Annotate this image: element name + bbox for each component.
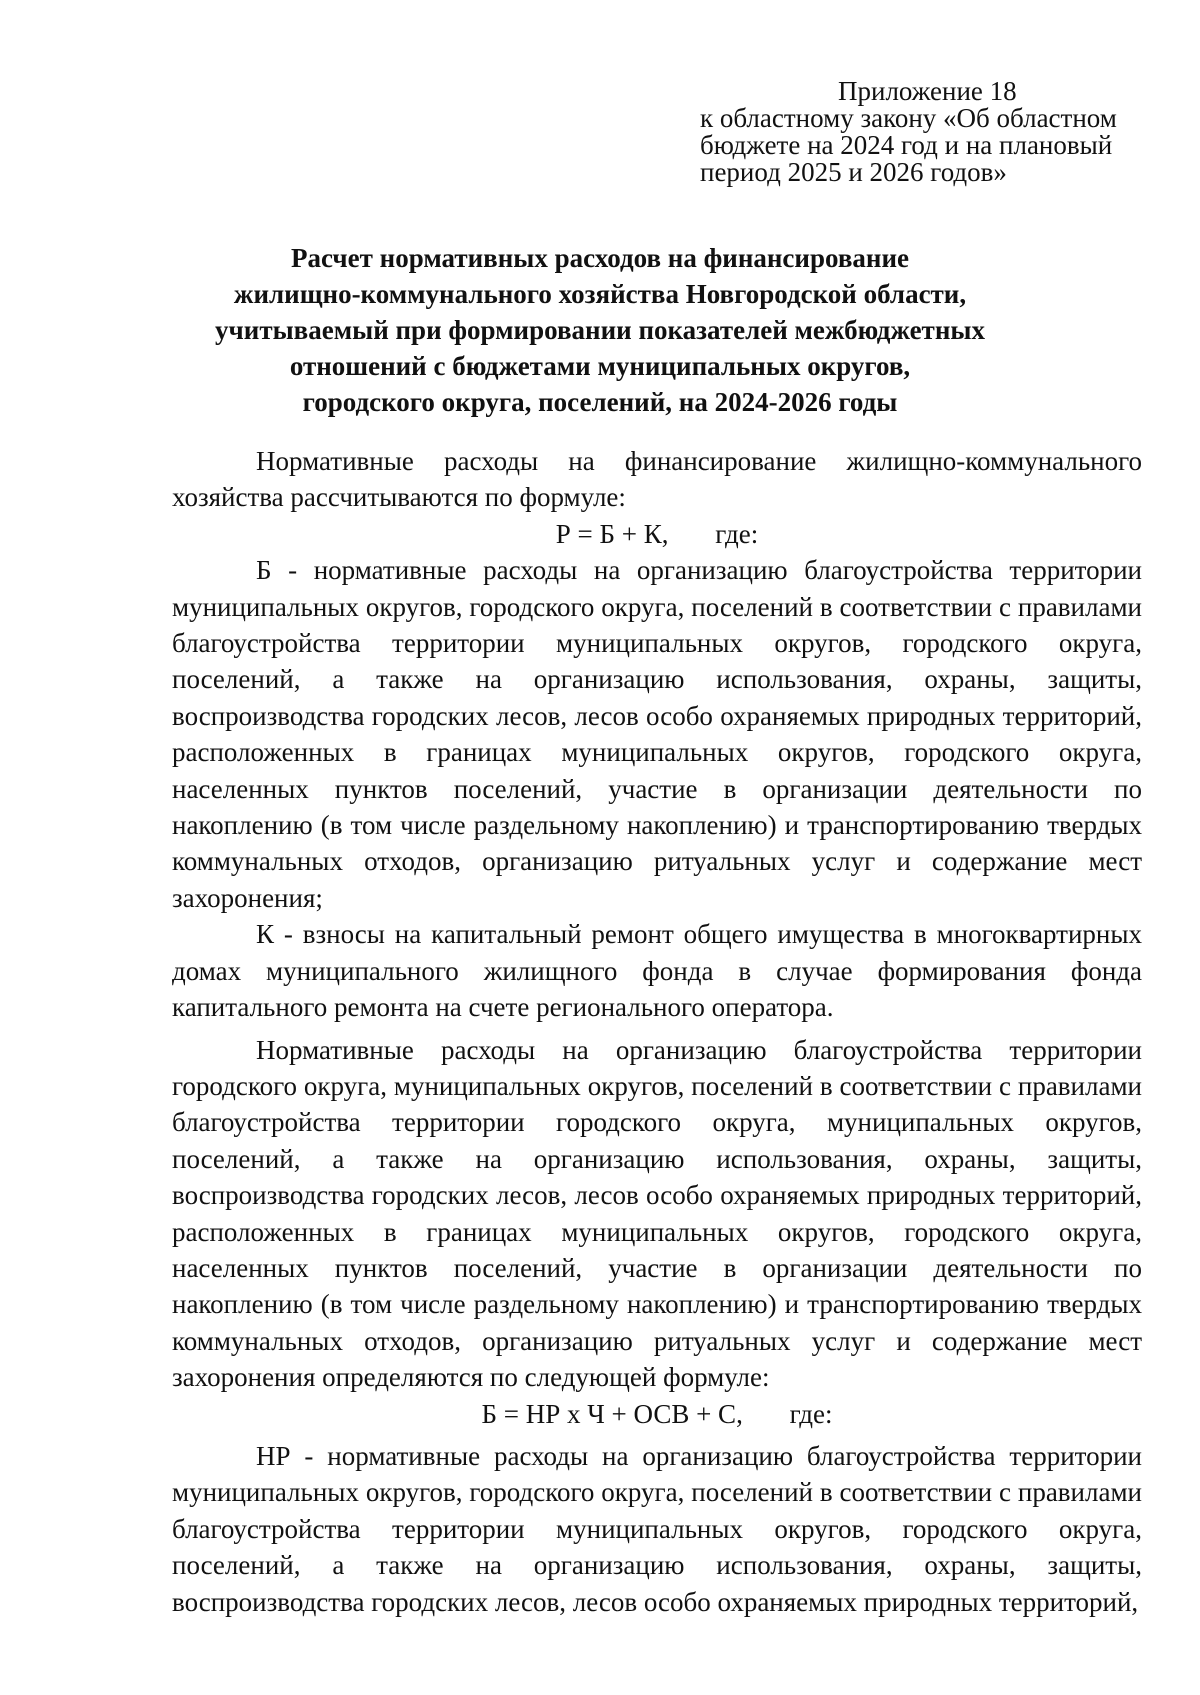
appendix-line: бюджете на 2024 год и на плановый xyxy=(700,130,1113,160)
paragraph-landscaping: Нормативные расходы на организацию благоустройства территории городского округа, муниципальных округов, поселений в соответствии с правилами благоустройства территории городского округа, муниципальных округов, поселений, а также на организацию использования, охраны, защиты, воспроизводства городских лесов, лесов особо охраняемых природных территорий, расположенных в границах муниципальных округов, городского округа, населенных пунктов поселений, участие в организации деятельности по накоплению (в том числе раздельному накоплению) и транспортированию твердых коммунальных отходов, организацию ритуальных услуг и содержание мест захоронения определяются по следующей формуле: xyxy=(172,1034,1142,1393)
formula-p-expression: Р = Б + К, xyxy=(555,518,669,549)
title-line: городского округа, поселений, на 2024-2026 годы xyxy=(302,387,898,417)
definition-k: К - взносы на капитальный ремонт общего имущества в многоквартирных домах муниципального жилищного фонда в случае формирования фонда капитального ремонта на счете регионального оператора. xyxy=(172,919,1142,1023)
title-line: Расчет нормативных расходов на финансирование xyxy=(291,243,909,273)
definition-b: Б - нормативные расходы на организацию благоустройства территории муниципальных округов, городского округа, поселений в соответствии с правилами благоустройства территории муниципальных округов, городского округа, поселений, а также на организацию использования, охраны, защиты, воспроизводства городских лесов, лесов особо охраняемых природных территорий, расположенных в границах муниципальных округов, городского округа, населенных пунктов поселений, участие в организации деятельности по накоплению (в том числе раздельному накоплению) и транспортированию твердых коммунальных отходов, организацию ритуальных услуг и содержание мест захоронения; xyxy=(172,555,1142,913)
title-line: учитываемый при формировании показателей межбюджетных xyxy=(215,315,985,345)
formula-b-where: где: xyxy=(789,1398,833,1429)
document-body xyxy=(172,443,1142,1620)
formula-b-expression: Б = НР х Ч + ОСВ + С, xyxy=(481,1398,743,1429)
title-line: жилищно-коммунального хозяйства Новгородской области, xyxy=(233,279,967,309)
formula-b xyxy=(172,1396,1142,1432)
appendix-header xyxy=(700,78,1170,186)
document-title xyxy=(150,240,1050,420)
formula-p-where: где: xyxy=(715,518,759,549)
title-line: отношений с бюджетами муниципальных округов, xyxy=(289,351,911,381)
formula-p xyxy=(172,516,1142,552)
appendix-number: Приложение 18 xyxy=(838,76,1017,106)
appendix-line: период 2025 и 2026 годов» xyxy=(700,157,1007,187)
intro-paragraph: Нормативные расходы на финансирование жилищно-коммунального хозяйства рассчитываются по формуле: xyxy=(172,446,1142,513)
definition-nr: НР - нормативные расходы на организацию благоустройства территории муниципальных округов, городского округа, поселений в соответствии с правилами благоустройства территории муниципальных округов, городского округа, поселений, а также на организацию использования, охраны, защиты, воспроизводства городских лесов, лесов особо охраняемых природных территорий, xyxy=(172,1440,1142,1617)
appendix-line: к областному закону «Об областном xyxy=(700,103,1117,133)
